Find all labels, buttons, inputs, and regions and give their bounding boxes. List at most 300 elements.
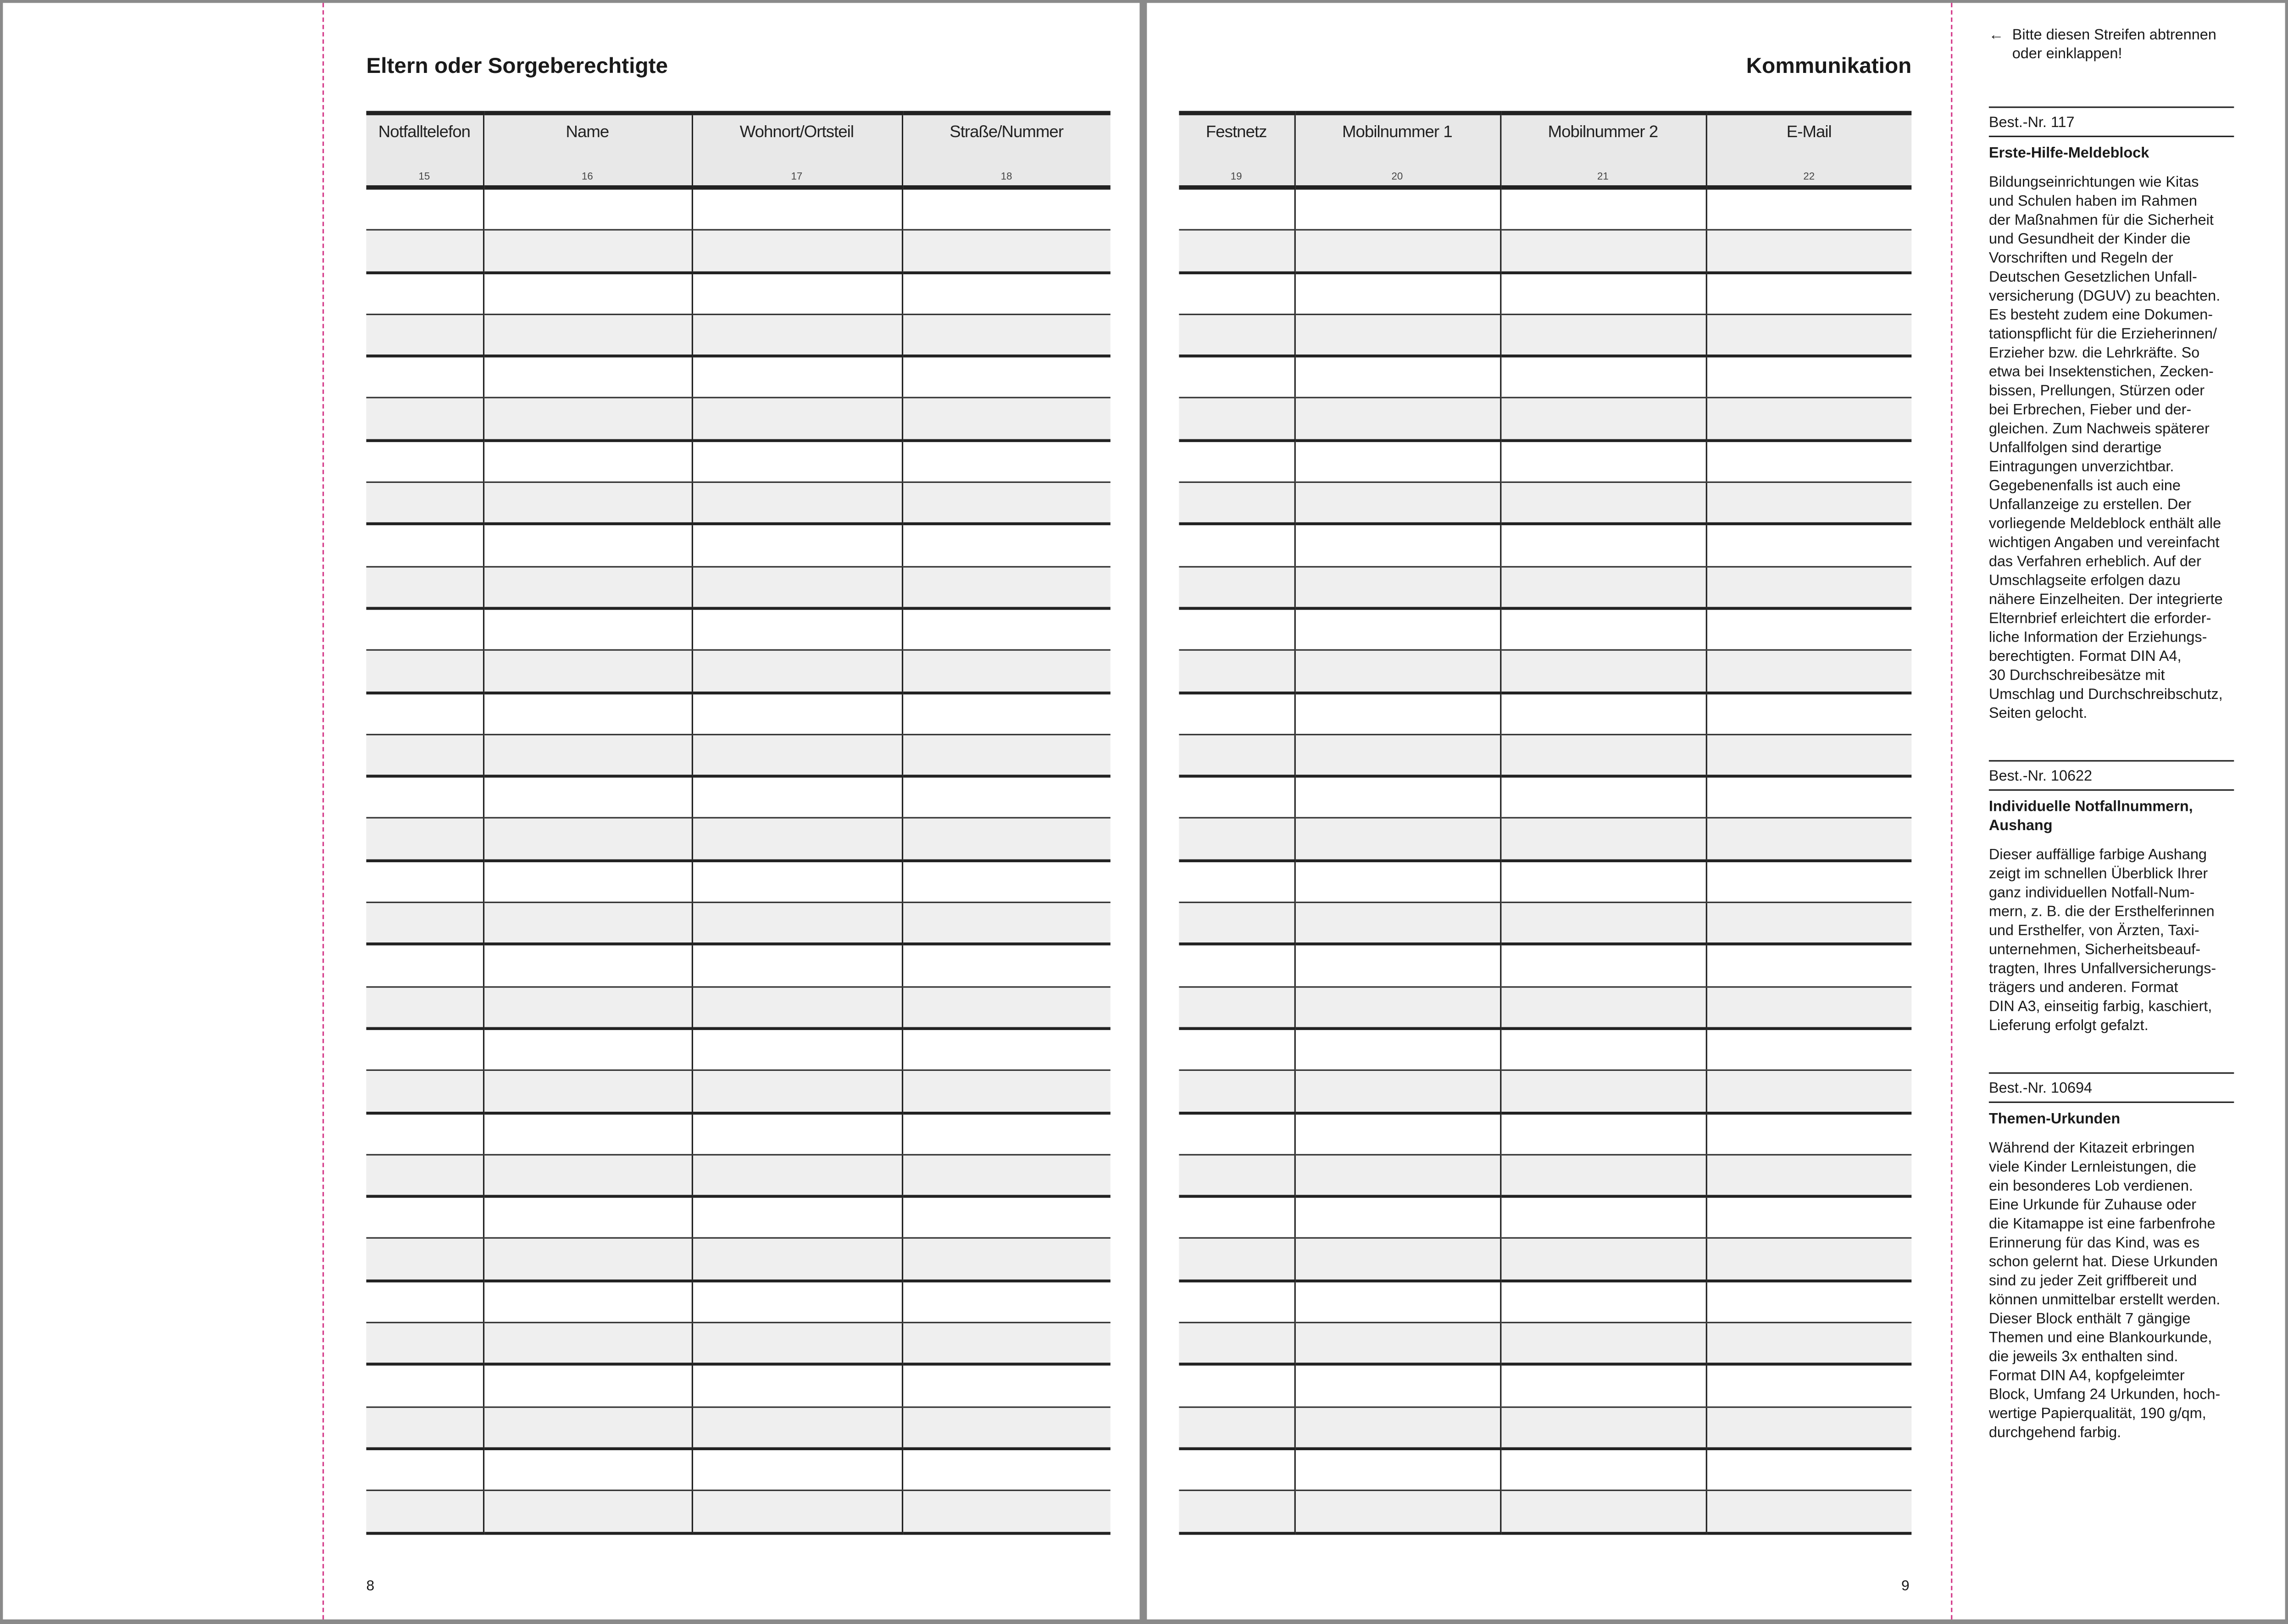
entry-cell[interactable] [692,314,902,356]
table-row [1179,1449,1911,1491]
entry-cell[interactable] [483,1407,692,1449]
entry-cell[interactable] [1179,1449,1294,1491]
description-line: tationspflicht für die Erzieherinnen/ [1988,327,2217,343]
entry-cell[interactable] [1500,1323,1706,1365]
entry-cell[interactable] [1706,314,1912,356]
entry-cell[interactable] [1294,1239,1500,1281]
entry-cell[interactable] [692,566,902,609]
entry-cell[interactable] [1294,440,1500,482]
entry-cell[interactable] [1179,903,1294,945]
entry-cell[interactable] [1500,1154,1706,1197]
entry-cell[interactable] [1706,987,1912,1029]
entry-cell[interactable] [483,1239,692,1281]
entry-cell[interactable] [1706,272,1912,315]
entry-cell[interactable] [366,1407,483,1449]
entry-cell[interactable] [902,1323,1111,1365]
description-line: Block, Umfang 24 Urkunden, hoch- [1988,1387,2221,1404]
entry-cell[interactable] [1706,524,1912,566]
description-line: Lieferung erfolgt gefalzt. [1988,1018,2149,1035]
entry-cell[interactable] [1294,1491,1500,1533]
entry-cell[interactable] [1179,860,1294,903]
entry-cell[interactable] [1706,1154,1912,1197]
entry-cell[interactable] [1294,860,1500,903]
entry-cell[interactable] [1294,398,1500,440]
page-number: 8 [366,1578,375,1595]
entry-cell[interactable] [1706,1449,1912,1491]
table-row [366,356,1110,399]
entry-cell[interactable] [366,734,483,776]
entry-cell[interactable] [902,1154,1111,1197]
entry-cell[interactable] [692,356,902,399]
entry-cell[interactable] [902,314,1111,356]
entry-cell[interactable] [366,944,483,987]
entry-cell[interactable] [902,482,1111,525]
entry-cell[interactable] [483,566,692,609]
entry-cell[interactable] [366,1154,483,1197]
entry-cell[interactable] [366,524,483,566]
description-line: und Gesundheit der Kinder die [1988,232,2191,248]
entry-cell[interactable] [692,188,902,230]
entry-cell[interactable] [902,860,1111,903]
product-block [1989,760,2234,1036]
entry-cell[interactable] [902,1364,1111,1407]
entry-cell[interactable] [1294,314,1500,356]
entry-cell[interactable] [366,566,483,609]
entry-cell[interactable] [1706,1364,1912,1407]
column-number: 22 [1803,172,1815,183]
entry-cell[interactable] [902,272,1111,315]
entry-cell[interactable] [483,1491,692,1533]
entry-cell[interactable] [366,1197,483,1239]
entry-cell[interactable] [1294,776,1500,819]
entry-cell[interactable] [1500,608,1706,650]
entry-cell[interactable] [692,608,902,650]
entry-cell[interactable] [902,1239,1111,1281]
entry-cell[interactable] [483,482,692,525]
entry-cell[interactable] [1294,1364,1500,1407]
entry-cell[interactable] [1179,1113,1294,1155]
table-row [366,987,1110,1029]
entry-cell[interactable] [483,1449,692,1491]
entry-cell[interactable] [692,272,902,315]
order-number: Best.-Nr. 10694 [1989,1072,2234,1103]
table-row [366,818,1110,860]
table-row [366,776,1110,819]
entry-cell[interactable] [692,1070,902,1113]
entry-cell[interactable] [1706,1113,1912,1155]
entry-cell[interactable] [1706,903,1912,945]
entry-cell[interactable] [692,1028,902,1070]
entry-cell[interactable] [1179,440,1294,482]
entry-cell[interactable] [692,1154,902,1197]
entry-cell[interactable] [1179,818,1294,860]
entry-cell[interactable] [1706,860,1912,903]
entry-cell[interactable] [692,1491,902,1533]
entry-cell[interactable] [1179,1197,1294,1239]
entry-cell[interactable] [483,903,692,945]
entry-cell[interactable] [902,903,1111,945]
entry-cell[interactable] [483,818,692,860]
entry-cell[interactable] [483,1070,692,1113]
entry-cell[interactable] [366,693,483,735]
entry-cell[interactable] [1294,1070,1500,1113]
column-label: E-Mail [1786,124,1832,142]
table-row [1179,314,1911,356]
entry-cell[interactable] [366,1113,483,1155]
entry-cell[interactable] [366,482,483,525]
entry-cell[interactable] [366,860,483,903]
table-row [366,860,1110,903]
entry-cell[interactable] [1179,230,1294,272]
entry-cell[interactable] [366,987,483,1029]
entry-cell[interactable] [1500,734,1706,776]
entry-cell[interactable] [692,1449,902,1491]
entry-cell[interactable] [1179,398,1294,440]
table-row [1179,1070,1911,1113]
entry-cell[interactable] [1706,608,1912,650]
entry-cell[interactable] [692,987,902,1029]
entry-cell[interactable] [1706,734,1912,776]
entry-cell[interactable] [1179,1323,1294,1365]
entry-cell[interactable] [1500,1239,1706,1281]
entry-cell[interactable] [1294,1280,1500,1323]
table-row [1179,1154,1911,1197]
entry-cell[interactable] [1179,1239,1294,1281]
entry-cell[interactable] [1179,524,1294,566]
entry-cell[interactable] [1294,356,1500,399]
entry-cell[interactable] [1500,272,1706,315]
description-line: tragten, Ihres Unfallversicherungs- [1988,961,2216,978]
entry-cell[interactable] [902,650,1111,693]
entry-cell[interactable] [1294,230,1500,272]
entry-cell[interactable] [483,356,692,399]
entry-cell[interactable] [1179,776,1294,819]
description-line: Umschlag und Durchschreibschutz, [1988,687,2223,704]
entry-cell[interactable] [1500,903,1706,945]
entry-cell[interactable] [902,356,1111,399]
description-line: versicherung (DGUV) zu beachten. [1988,288,2221,305]
entry-cell[interactable] [366,356,483,399]
entry-cell[interactable] [1706,1239,1912,1281]
description-line: wertige Papierqualität, 190 g/qm, [1988,1406,2206,1423]
entry-cell[interactable] [1179,1280,1294,1323]
description-line: mern, z. B. die der Ersthelferinnen [1988,904,2215,921]
entry-cell[interactable] [483,398,692,440]
entry-cell[interactable] [902,1491,1111,1533]
entry-cell[interactable] [483,1364,692,1407]
entry-cell[interactable] [902,398,1111,440]
entry-cell[interactable] [1294,188,1500,230]
entry-cell[interactable] [1500,1491,1706,1533]
entry-cell[interactable] [692,524,902,566]
entry-cell[interactable] [1500,398,1706,440]
parents-table [366,111,1110,1534]
entry-cell[interactable] [1179,356,1294,399]
entry-cell[interactable] [1179,188,1294,230]
entry-cell[interactable] [692,1280,902,1323]
description-line: können unmittelbar erstellt werden. [1988,1292,2221,1309]
entry-cell[interactable] [483,1197,692,1239]
entry-cell[interactable] [1294,608,1500,650]
description-line: und Ersthelfer, von Ärzten, Taxi- [1988,923,2199,940]
entry-cell[interactable] [1179,1070,1294,1113]
entry-cell[interactable] [902,188,1111,230]
table-row [366,314,1110,356]
entry-cell[interactable] [1706,398,1912,440]
entry-cell[interactable] [1500,1280,1706,1323]
entry-cell[interactable] [1294,650,1500,693]
entry-cell[interactable] [483,314,692,356]
entry-cell[interactable] [692,903,902,945]
entry-cell[interactable] [1706,693,1912,735]
order-number: Best.-Nr. 10622 [1989,760,2234,791]
entry-cell[interactable] [1179,987,1294,1029]
entry-cell[interactable] [1500,693,1706,735]
entry-cell[interactable] [1294,987,1500,1029]
entry-cell[interactable] [692,398,902,440]
entry-cell[interactable] [1294,1323,1500,1365]
entry-cell[interactable] [483,693,692,735]
entry-cell[interactable] [1179,693,1294,735]
entry-cell[interactable] [692,482,902,525]
entry-cell[interactable] [1179,566,1294,609]
entry-cell[interactable] [1706,818,1912,860]
entry-cell[interactable] [1294,524,1500,566]
entry-cell[interactable] [483,188,692,230]
cut-line [322,3,324,1619]
entry-cell[interactable] [1500,188,1706,230]
entry-cell[interactable] [366,1239,483,1281]
entry-cell[interactable] [1294,1028,1500,1070]
entry-cell[interactable] [1500,356,1706,399]
entry-cell[interactable] [366,230,483,272]
entry-cell[interactable] [366,1323,483,1365]
entry-cell[interactable] [1706,1491,1912,1533]
entry-cell[interactable] [1179,1028,1294,1070]
entry-cell[interactable] [483,860,692,903]
entry-cell[interactable] [1500,314,1706,356]
entry-cell[interactable] [1500,1028,1706,1070]
table-row [366,524,1110,566]
entry-cell[interactable] [1179,944,1294,987]
entry-cell[interactable] [1500,860,1706,903]
entry-cell[interactable] [1500,1449,1706,1491]
entry-cell[interactable] [692,860,902,903]
entry-cell[interactable] [483,1323,692,1365]
description-line: unternehmen, Sicherheitsbeauf- [1988,942,2201,959]
entry-cell[interactable] [1294,818,1500,860]
entry-cell[interactable] [692,734,902,776]
column-label: Straße/Nummer [950,124,1064,142]
entry-cell[interactable] [483,734,692,776]
entry-cell[interactable] [483,608,692,650]
entry-cell[interactable] [1706,356,1912,399]
entry-cell[interactable] [1179,314,1294,356]
column-number: 18 [1000,172,1012,183]
entry-cell[interactable] [1294,944,1500,987]
entry-cell[interactable] [902,776,1111,819]
description-line: gleichen. Zum Nachweis späterer [1988,421,2210,438]
entry-cell[interactable] [1706,188,1912,230]
entry-cell[interactable] [366,1491,483,1533]
entry-cell[interactable] [1500,1113,1706,1155]
entry-cell[interactable] [366,650,483,693]
entry-cell[interactable] [1294,1197,1500,1239]
entry-cell[interactable] [692,693,902,735]
entry-cell[interactable] [1500,1197,1706,1239]
entry-cell[interactable] [692,440,902,482]
entry-cell[interactable] [1500,440,1706,482]
entry-cell[interactable] [902,1070,1111,1113]
entry-cell[interactable] [692,1364,902,1407]
entry-cell[interactable] [366,1364,483,1407]
entry-cell[interactable] [1294,693,1500,735]
entry-cell[interactable] [1294,566,1500,609]
entry-cell[interactable] [902,1197,1111,1239]
table-row [366,1197,1110,1239]
entry-cell[interactable] [692,944,902,987]
entry-cell[interactable] [1179,272,1294,315]
entry-cell[interactable] [483,440,692,482]
entry-cell[interactable] [1706,650,1912,693]
entry-cell[interactable] [902,693,1111,735]
entry-cell[interactable] [1179,734,1294,776]
entry-cell[interactable] [1706,1028,1912,1070]
entry-cell[interactable] [1706,566,1912,609]
entry-cell[interactable] [692,1407,902,1449]
entry-cell[interactable] [1706,1323,1912,1365]
entry-cell[interactable] [1294,903,1500,945]
entry-cell[interactable] [366,1280,483,1323]
entry-cell[interactable] [483,272,692,315]
entry-cell[interactable] [902,608,1111,650]
entry-cell[interactable] [483,1113,692,1155]
entry-cell[interactable] [366,1449,483,1491]
column-header [1179,113,1294,188]
table-row [366,1491,1110,1533]
entry-cell[interactable] [366,1070,483,1113]
entry-cell[interactable] [902,818,1111,860]
entry-cell[interactable] [692,1197,902,1239]
entry-cell[interactable] [902,1113,1111,1155]
entry-cell[interactable] [1179,1154,1294,1197]
entry-cell[interactable] [483,944,692,987]
entry-cell[interactable] [1500,776,1706,819]
entry-cell[interactable] [1500,1364,1706,1407]
title-line: Erste-Hilfe-Meldeblock [1988,146,2149,162]
entry-cell[interactable] [902,440,1111,482]
entry-cell[interactable] [692,1323,902,1365]
entry-cell[interactable] [902,230,1111,272]
entry-cell[interactable] [1500,1070,1706,1113]
entry-cell[interactable] [692,230,902,272]
entry-cell[interactable] [1500,944,1706,987]
entry-cell[interactable] [483,776,692,819]
entry-cell[interactable] [902,524,1111,566]
entry-cell[interactable] [483,1154,692,1197]
entry-cell[interactable] [1500,987,1706,1029]
entry-cell[interactable] [1179,1491,1294,1533]
entry-cell[interactable] [692,650,902,693]
entry-cell[interactable] [1500,1407,1706,1449]
entry-cell[interactable] [483,1280,692,1323]
entry-cell[interactable] [366,608,483,650]
entry-cell[interactable] [366,440,483,482]
product-title [1989,144,2234,163]
entry-cell[interactable] [1294,1407,1500,1449]
entry-cell[interactable] [1179,650,1294,693]
entry-cell[interactable] [366,818,483,860]
entry-cell[interactable] [366,398,483,440]
entry-cell[interactable] [1179,608,1294,650]
entry-cell[interactable] [902,734,1111,776]
entry-cell[interactable] [1706,1197,1912,1239]
entry-cell[interactable] [1179,1364,1294,1407]
entry-cell[interactable] [366,903,483,945]
entry-cell[interactable] [366,272,483,315]
entry-cell[interactable] [483,230,692,272]
entry-cell[interactable] [1294,1449,1500,1491]
entry-cell[interactable] [1706,482,1912,525]
entry-cell[interactable] [692,776,902,819]
entry-cell[interactable] [1500,818,1706,860]
entry-cell[interactable] [1294,734,1500,776]
entry-cell[interactable] [366,188,483,230]
entry-cell[interactable] [902,987,1111,1029]
entry-cell[interactable] [1294,272,1500,315]
entry-cell[interactable] [902,1449,1111,1491]
description-line: vorliegende Meldeblock enthält alle [1988,516,2221,533]
entry-cell[interactable] [902,1407,1111,1449]
entry-cell[interactable] [1179,1407,1294,1449]
entry-cell[interactable] [366,1028,483,1070]
entry-cell[interactable] [692,1113,902,1155]
entry-cell[interactable] [483,1028,692,1070]
entry-cell[interactable] [692,818,902,860]
entry-cell[interactable] [1706,776,1912,819]
entry-cell[interactable] [902,1028,1111,1070]
entry-cell[interactable] [902,1280,1111,1323]
page-title: Eltern oder Sorgeberechtigte [366,54,668,79]
entry-cell[interactable] [692,1239,902,1281]
entry-cell[interactable] [1500,566,1706,609]
entry-cell[interactable] [1706,1407,1912,1449]
entry-cell[interactable] [483,650,692,693]
entry-cell[interactable] [1500,524,1706,566]
entry-cell[interactable] [1706,440,1912,482]
entry-cell[interactable] [1294,1154,1500,1197]
entry-cell[interactable] [1706,1070,1912,1113]
entry-cell[interactable] [1500,482,1706,525]
column-label: Notfalltelefon [378,124,471,142]
entry-cell[interactable] [1706,230,1912,272]
entry-cell[interactable] [1500,650,1706,693]
entry-cell[interactable] [483,524,692,566]
table-row [1179,356,1911,399]
entry-cell[interactable] [1706,1280,1912,1323]
entry-cell[interactable] [1294,1113,1500,1155]
entry-cell[interactable] [902,566,1111,609]
entry-cell[interactable] [1500,230,1706,272]
entry-cell[interactable] [366,776,483,819]
entry-cell[interactable] [1294,482,1500,525]
entry-cell[interactable] [1706,944,1912,987]
entry-cell[interactable] [483,987,692,1029]
entry-cell[interactable] [366,314,483,356]
note-line: oder einklappen! [2012,46,2122,63]
entry-cell[interactable] [902,944,1111,987]
entry-cell[interactable] [1179,482,1294,525]
